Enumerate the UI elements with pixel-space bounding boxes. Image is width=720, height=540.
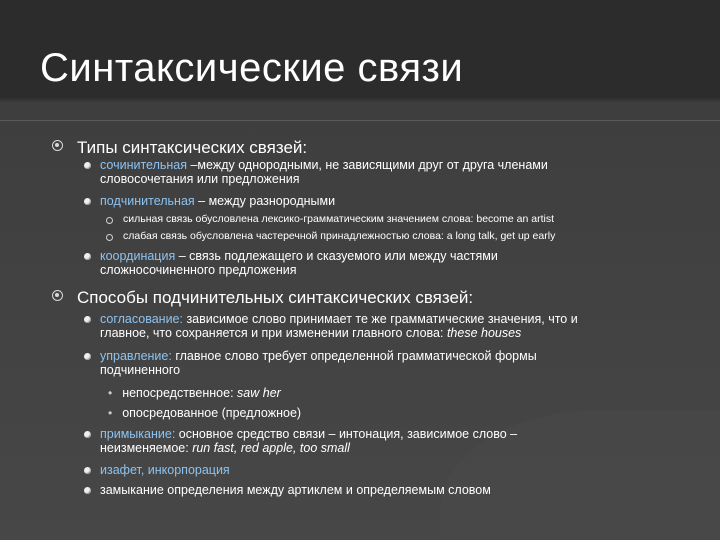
list-item: управление: главное слово требует определенной грамматической формы подчиненного: [84, 349, 644, 377]
term: координация: [100, 249, 179, 263]
dot-bullet-icon: [84, 467, 91, 474]
ring-bullet-icon: [106, 234, 113, 241]
small-dot-bullet-icon: •: [108, 386, 113, 400]
dot-bullet-icon: [84, 162, 91, 169]
term: изафет, инкорпорация: [100, 463, 230, 477]
term: сочинительная: [100, 158, 191, 172]
small-dot-bullet-icon: •: [108, 406, 113, 420]
list-item: подчинительная – между разнородными: [84, 194, 644, 208]
dot-bullet-icon: [84, 253, 91, 260]
example: these houses: [446, 326, 522, 340]
example: run fast, red apple, too small: [192, 441, 350, 455]
sub-list-item: • опосредованное (предложное): [108, 406, 302, 420]
dot-bullet-icon: [84, 198, 91, 205]
dot-bullet-icon: [84, 316, 91, 323]
sub-list-item: сильная связь обусловлена лексико-грамматическим значением слова: become an artist: [106, 213, 666, 226]
dot-bullet-icon: [84, 431, 91, 438]
term: управление:: [100, 349, 176, 363]
section-heading: Типы синтаксических связей:: [77, 138, 308, 157]
circle-bullet-icon: [52, 140, 63, 151]
section-types: [52, 138, 702, 158]
list-item: замыкание определения между артиклем и определяемым словом: [84, 483, 644, 497]
list-item: сочинительная –между однородными, не зависящими друг от друга членами словосочетания или предложения: [84, 158, 644, 186]
example: saw her: [237, 386, 281, 400]
term: согласование:: [100, 312, 187, 326]
list-item: координация – связь подлежащего и сказуемого или между частями сложносочиненного предложения: [84, 249, 644, 277]
section-methods: [52, 288, 702, 308]
term: подчинительная: [100, 194, 199, 208]
ring-bullet-icon: [106, 217, 113, 224]
sub-list-item: • непосредственное: saw her: [108, 386, 281, 400]
list-item: согласование: зависимое слово принимает те же грамматические значения, что и главное, что сохраняется и при изменении главного слова: these houses: [84, 312, 644, 340]
dot-bullet-icon: [84, 487, 91, 494]
section-heading: Способы подчинительных синтаксических связей:: [77, 288, 474, 307]
sub-list-item: слабая связь обусловлена частеречной принадлежностью слова: a long talk, get up early: [106, 230, 666, 243]
list-item: [84, 463, 644, 477]
circle-bullet-icon: [52, 290, 63, 301]
term: примыкание:: [100, 427, 179, 441]
dot-bullet-icon: [84, 353, 91, 360]
slide-title: Синтаксические связи: [40, 46, 464, 90]
list-item: примыкание: основное средство связи – интонация, зависимое слово – неизменяемое: run fast, red apple, too small: [84, 427, 644, 455]
